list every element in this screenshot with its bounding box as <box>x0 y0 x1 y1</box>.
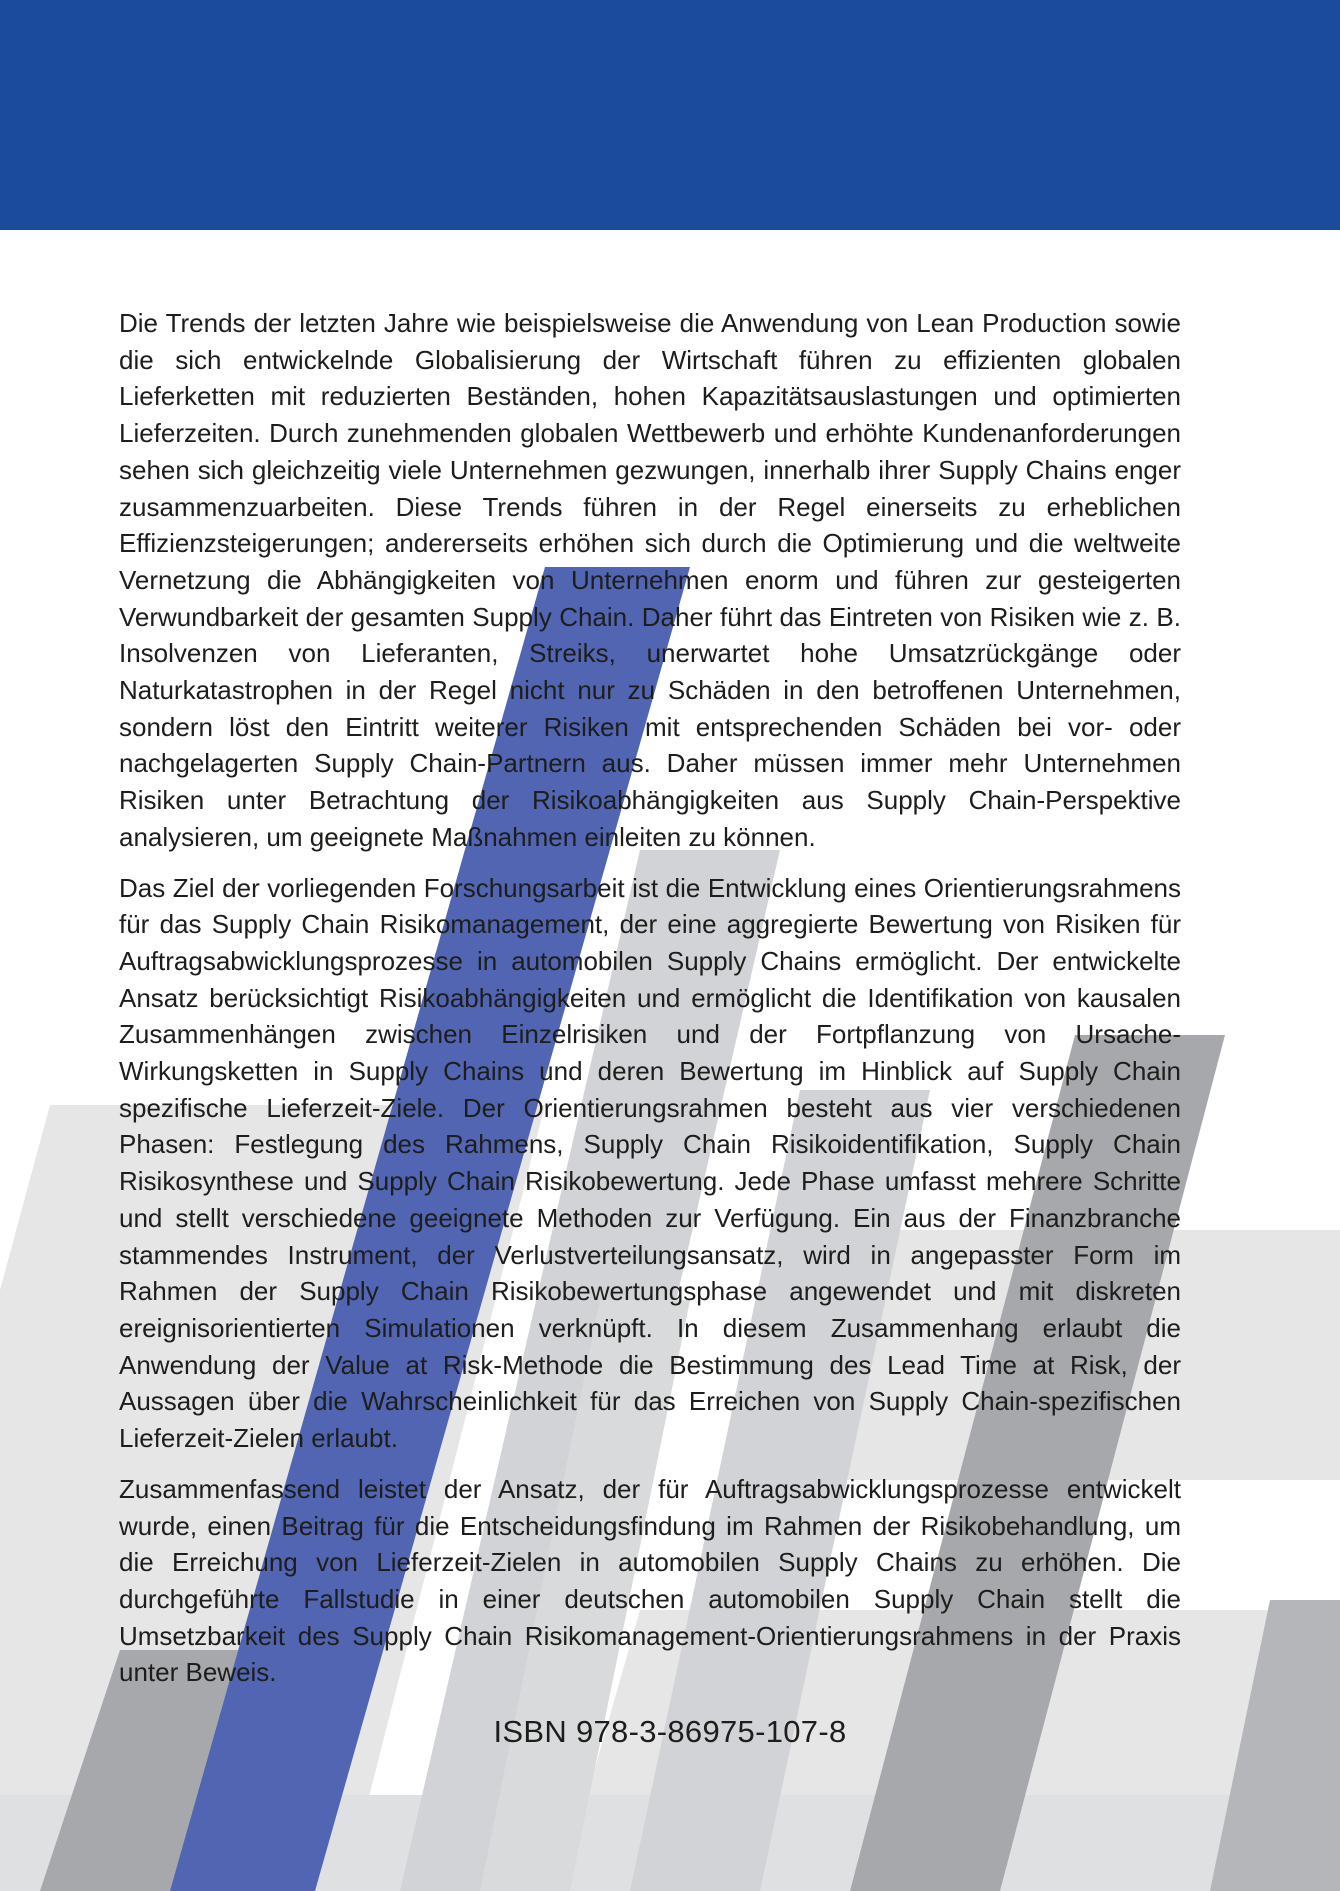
abstract-paragraph-3: Zusammenfassend leistet der Ansatz, der für Auftragsabwicklungsprozesse entwickelt wurde, einen Beitrag für die Entscheidungsfindung im Rahmen der Risikobehandlung, um die Erreichung von Lieferzeit-Zielen in automobilen Supply Chains zu erhöhen. Die durchgeführte Fallstudie in einer deutschen automobilen Supply Chain stellt die Umsetzbarkeit des Supply Chain Risikomanagement-Orientierungsrahmens in der Praxis unter Beweis. <box>119 1473 1181 1688</box>
abstract-paragraph-2: Das Ziel der vorliegenden Forschungsarbeit ist die Entwicklung eines Orientierungsrahmens für das Supply Chain Risikomanagement, der eine aggregierte Bewertung von Risiken für Auftragsabwicklungsprozesse in automobilen Supply Chains ermöglicht. Der entwickelte Ansatz berücksichtigt Risikoabhängigkeiten und ermöglicht die Identifikation von kausalen Zusammenhängen zwischen Einzelrisiken und der Fortpflanzung von Ursache-Wirkungsketten in Supply Chains und deren Bewertung im Hinblick auf Supply Chain spezifische Lieferzeit-Ziele. Der Orientierungsrahmen besteht aus vier verschiedenen Phasen: Festlegung des Rahmens, Supply Chain Risikoidentifikation, Supply Chain Risikosynthese und Supply Chain Risikobewertung. Jede Phase umfasst mehrere Schritte und stellt verschiedene geeignete Methoden zur Verfügung. Ein aus der Finanzbranche stammendes Instrument, der Verlustverteilungsansatz, wird in angepasster Form im Rahmen der Supply Chain Risikobewertungsphase angewendet und mit diskreten ereignisorientierten Simulationen verknüpft. In diesem Zusammenhang erlaubt die Anwendung der Value at Risk-Methode die Bestimmung des Lead Time at Risk, der Aussagen über die Wahrscheinlichkeit für das Erreichen von Supply Chain-spezifischen Lieferzeit-Zielen erlaubt. <box>119 872 1181 1454</box>
abstract-text <box>119 305 1181 1705</box>
isbn-number: ISBN 978-3-86975-107-8 <box>493 1714 847 1749</box>
abstract-paragraph-1: Die Trends der letzten Jahre wie beispielsweise die Anwendung von Lean Production sowie die sich entwickelnde Globalisierung der Wirtschaft führen zu effizienten globalen Lieferketten mit reduzierten Beständen, hohen Kapazitätsauslastungen und optimierten Lieferzeiten. Durch zunehmenden globalen Wettbewerb und erhöhte Kundenanforderungen sehen sich gleichzeitig viele Unternehmen gezwungen, innerhalb ihrer Supply Chains enger zusammenzuarbeiten. Diese Trends führen in der Regel einerseits zu erheblichen Effizienzsteigerungen; andererseits erhöhen sich durch die Optimierung und die weltweite Vernetzung die Abhängigkeiten von Unternehmen enorm und führen zur gesteigerten Verwundbarkeit der gesamten Supply Chain. Daher führt das Eintreten von Risiken wie z. B. Insolvenzen von Lieferanten, Streiks, unerwartet hohe Umsatzrückgänge oder Naturkatastrophen in der Regel nicht nur zu Schäden in den betroffenen Unternehmen, sondern löst den Eintritt weiterer Risiken mit entsprechenden Schäden bei vor- oder nachgelagerten Supply Chain-Partnern aus. Daher müssen immer mehr Unternehmen Risiken unter Betrachtung der Risikoabhängigkeiten aus Supply Chain-Perspektive analysieren, um geeignete Maßnahmen einleiten zu können. <box>119 308 1181 852</box>
